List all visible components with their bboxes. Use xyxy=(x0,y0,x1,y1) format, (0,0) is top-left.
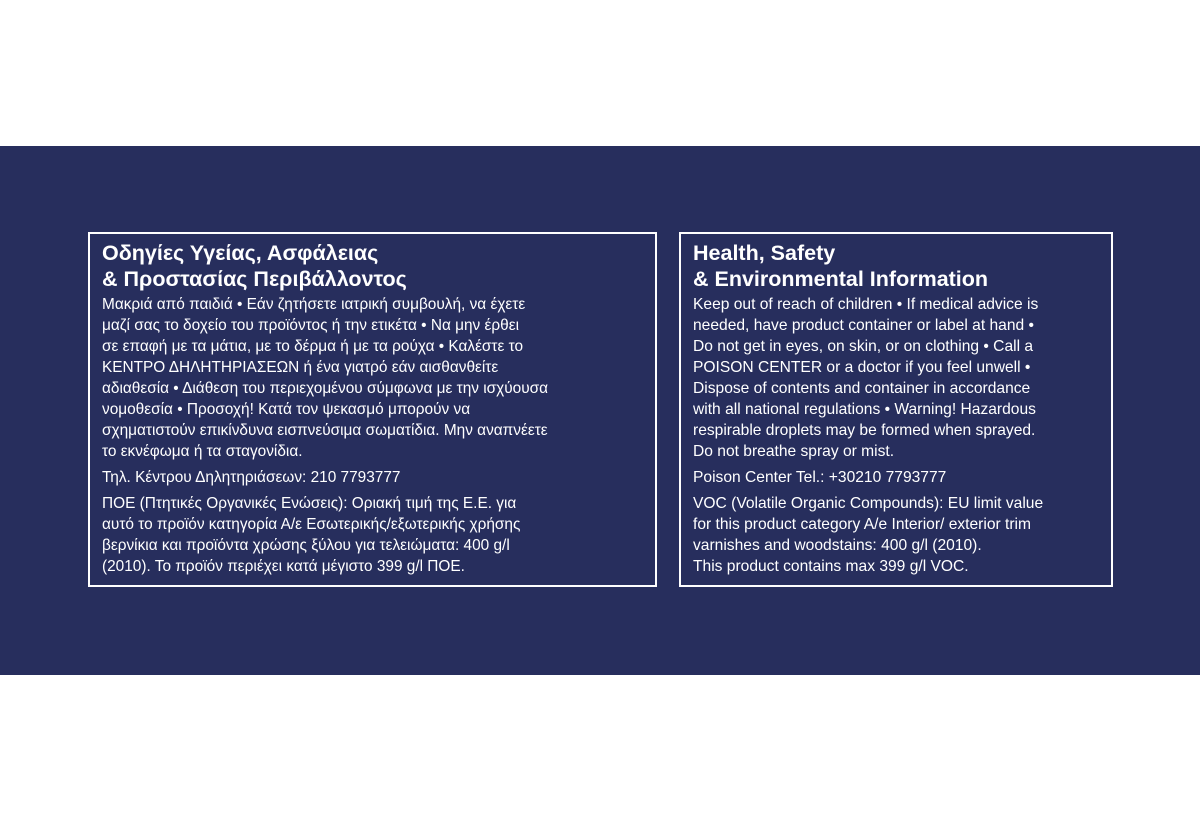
english-warning-line: Keep out of reach of children • If medical advice is xyxy=(693,296,1039,313)
greek-voc-line: ΠΟΕ (Πτητικές Οργανικές Ενώσεις): Οριακή τιμή της Ε.Ε. για xyxy=(102,495,517,512)
english-warning-line: Dispose of contents and container in accordance xyxy=(693,380,1031,397)
greek-title-line: Οδηγίες Υγείας, Ασφάλειας xyxy=(102,241,379,265)
greek-warnings xyxy=(102,294,643,462)
english-poison-center xyxy=(693,467,1099,488)
greek-info-panel xyxy=(88,232,657,587)
english-voc-line: This product contains max 399 g/l VOC. xyxy=(693,558,969,575)
english-title-line: & Environmental Information xyxy=(693,267,989,291)
english-info-panel xyxy=(679,232,1113,587)
english-title-line: Health, Safety xyxy=(693,241,836,265)
english-warning-line: with all national regulations • Warning! Hazardous xyxy=(693,401,1036,418)
greek-warning-line: Μακριά από παιδιά • Εάν ζητήσετε ιατρική συμβουλή, να έχετε xyxy=(102,296,526,313)
greek-title xyxy=(102,240,643,292)
greek-warning-line: νομοθεσία • Προσοχή! Κατά τον ψεκασμό μπορούν να xyxy=(102,401,471,418)
english-warning-line: Do not get in eyes, on skin, or on clothing • Call a xyxy=(693,338,1034,355)
english-voc-line: VOC (Volatile Organic Compounds): EU limit value xyxy=(693,495,1044,512)
english-title xyxy=(693,240,1099,292)
greek-warning-line: σε επαφή με τα μάτια, με το δέρμα ή με τα ρούχα • Καλέστε το xyxy=(102,338,524,355)
greek-warning-line: αδιαθεσία • Διάθεση του περιεχομένου σύμφωνα με την ισχύουσα xyxy=(102,380,549,397)
greek-voc-line: βερνίκια και προϊόντα χρώσης ξύλου για τελειώματα: 400 g/l xyxy=(102,537,510,554)
english-warning-line: POISON CENTER or a doctor if you feel unwell • xyxy=(693,359,1031,376)
greek-warning-line: το εκνέφωμα ή τα σταγονίδια. xyxy=(102,443,303,460)
english-warning-line: Do not breathe spray or mist. xyxy=(693,443,895,460)
greek-warning-line: μαζί σας το δοχείο του προϊόντος ή την ετικέτα • Να μην έρθει xyxy=(102,317,519,334)
english-voc xyxy=(693,493,1099,577)
english-warning-line: needed, have product container or label at hand • xyxy=(693,317,1034,334)
english-voc-line: varnishes and woodstains: 400 g/l (2010). xyxy=(693,537,982,554)
english-warnings xyxy=(693,294,1099,462)
greek-poison-center-line: Τηλ. Κέντρου Δηλητηριάσεων: 210 7793777 xyxy=(102,469,401,486)
english-poison-center-line: Poison Center Tel.: +30210 7793777 xyxy=(693,469,947,486)
greek-voc-line: (2010). Το προϊόν περιέχει κατά μέγιστο 399 g/l ΠΟΕ. xyxy=(102,558,465,575)
greek-poison-center xyxy=(102,467,643,488)
greek-title-line: & Προστασίας Περιβάλλοντος xyxy=(102,267,407,291)
english-warning-line: respirable droplets may be formed when sprayed. xyxy=(693,422,1036,439)
label-band xyxy=(0,146,1200,675)
english-voc-line: for this product category A/e Interior/ exterior trim xyxy=(693,516,1031,533)
greek-warning-line: ΚΕΝΤΡΟ ΔΗΛΗΤΗΡΙΑΣΕΩΝ ή ένα γιατρό εάν αισθανθείτε xyxy=(102,359,499,376)
greek-voc-line: αυτό το προϊόν κατηγορία Α/ε Εσωτερικής/εξωτερικής χρήσης xyxy=(102,516,521,533)
greek-warning-line: σχηματιστούν επικίνδυνα εισπνεύσιμα σωματίδια. Μην αναπνέετε xyxy=(102,422,548,439)
greek-voc xyxy=(102,493,643,577)
